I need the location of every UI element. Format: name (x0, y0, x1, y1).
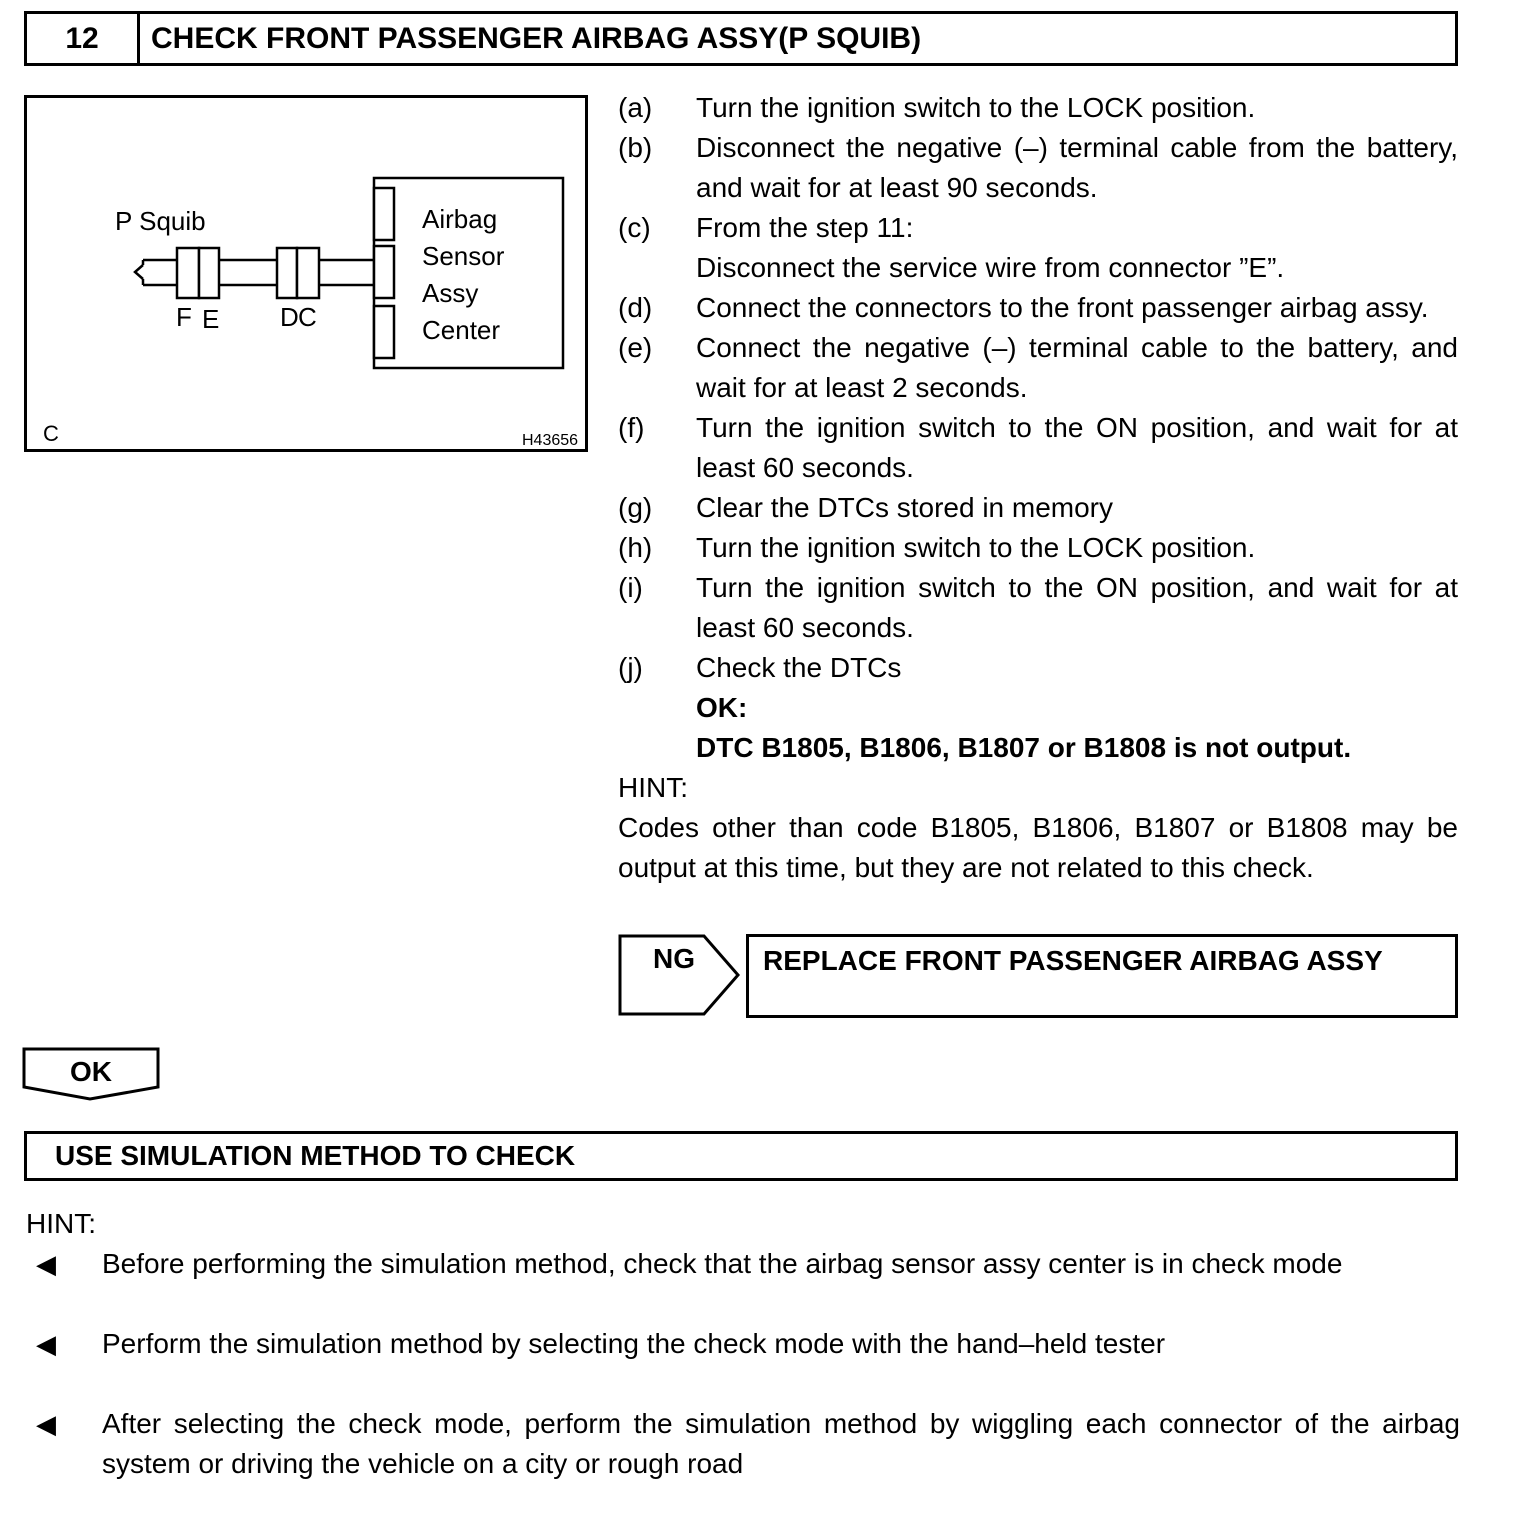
step-text: Turn the ignition switch to the ON position, and wait for at least 60 seconds. (696, 572, 1458, 643)
step-text: Connect the connectors to the front passenger airbag assy. (696, 292, 1429, 323)
hint-bullet-text: After selecting the check mode, perform the simulation method by wiggling each connector of the airbag system or driving the vehicle on a city or rough road (102, 1408, 1460, 1479)
step-title: CHECK FRONT PASSENGER AIRBAG ASSY(P SQUIB) (151, 22, 922, 55)
step-letter: (j) (618, 652, 643, 683)
step-item (618, 528, 1458, 568)
bullet-arrow-icon: ◀ (36, 1249, 56, 1279)
squib-label: P Squib (115, 206, 206, 236)
sensor-pin-1 (374, 188, 394, 240)
connector-e (199, 248, 219, 298)
procedure-steps (618, 88, 1458, 888)
step-letter (618, 248, 696, 288)
bullet-arrow-icon: ◀ (36, 1409, 56, 1439)
step-item (618, 408, 1458, 488)
wiring-diagram-svg (27, 98, 585, 449)
step-letter: (b) (618, 132, 653, 163)
sensor-label-line3: Assy (422, 278, 479, 308)
sensor-label-line2: Sensor (422, 241, 505, 271)
connector-c-label: C (298, 302, 317, 332)
ng-result-text: REPLACE FRONT PASSENGER AIRBAG ASSY (763, 945, 1383, 976)
connector-f (177, 248, 199, 298)
step-text: Disconnect the service wire from connector ”E”. (696, 252, 1285, 283)
step-number: 12 (27, 14, 140, 63)
ok-spec-text: DTC B1805, B1806, B1807 or B1808 is not output. (696, 732, 1352, 763)
sensor-pin-2 (374, 246, 394, 298)
hint-bullet-item (26, 1324, 1460, 1364)
hint-bullet-item (26, 1244, 1460, 1284)
connector-c (297, 248, 319, 298)
step-item (618, 88, 1458, 128)
step-item (618, 568, 1458, 648)
step-letter: (f) (618, 412, 645, 443)
hint-bullet-text: Before performing the simulation method, check that the airbag sensor assy center is in check mode (102, 1248, 1343, 1279)
step-item (618, 328, 1458, 408)
ng-label: NG (653, 943, 695, 974)
figure-id: H43656 (522, 432, 579, 449)
step-header (24, 11, 1458, 66)
connector-e-label: E (202, 304, 220, 334)
step-text: Turn the ignition switch to the ON position, and wait for at least 60 seconds. (696, 412, 1458, 483)
connector-d (277, 248, 297, 298)
figure-corner-label: C (43, 421, 59, 446)
step-item (618, 648, 1458, 688)
simulation-hint-label: HINT: (26, 1208, 96, 1239)
step-text: From the step 11: (696, 212, 914, 243)
squib-tip (135, 265, 143, 279)
step-text: Turn the ignition switch to the LOCK position. (696, 532, 1256, 563)
step-letter: (d) (618, 292, 653, 323)
step-text: Check the DTCs (696, 652, 902, 683)
step-letter: (i) (618, 572, 643, 603)
step-letter: (a) (618, 92, 653, 123)
step-letter: (g) (618, 492, 653, 523)
hint-text: Codes other than code B1805, B1806, B1807 or B1808 may be output at this time, but they are not related to this check. (618, 812, 1458, 883)
step-text: Clear the DTCs stored in memory (696, 492, 1114, 523)
hint-bullet-text: Perform the simulation method by selecting the check mode with the hand–held tester (102, 1328, 1166, 1359)
simulation-header (24, 1131, 1458, 1181)
step-item (618, 208, 1458, 248)
simulation-title: USE SIMULATION METHOD TO CHECK (55, 1140, 576, 1171)
step-text: Connect the negative (–) terminal cable to the battery, and wait for at least 2 seconds. (696, 332, 1458, 403)
sensor-label-line4: Center (422, 315, 501, 345)
step-item (618, 288, 1458, 328)
hint-bullet-item (26, 1404, 1460, 1484)
ok-tab-label: OK (70, 1056, 112, 1087)
connector-f-label: F (176, 302, 192, 332)
step-letter: (c) (618, 212, 651, 243)
step-item (618, 488, 1458, 528)
step-text: Turn the ignition switch to the LOCK position. (696, 92, 1256, 123)
ok-spec-label: OK: (696, 692, 748, 723)
step-text: Disconnect the negative (–) terminal cable from the battery, and wait for at least 90 seconds. (696, 132, 1458, 203)
bullet-arrow-icon: ◀ (36, 1329, 56, 1359)
step-letter: (e) (618, 332, 653, 363)
sensor-pin-3 (374, 306, 394, 358)
step-item (618, 248, 1458, 288)
sensor-label-line1: Airbag (422, 204, 498, 234)
step-letter: (h) (618, 532, 653, 563)
hint-label: HINT: (618, 772, 688, 803)
ng-result-box (746, 934, 1458, 1018)
connector-d-label: D (280, 302, 299, 332)
wiring-diagram (24, 95, 588, 452)
step-item (618, 128, 1458, 208)
